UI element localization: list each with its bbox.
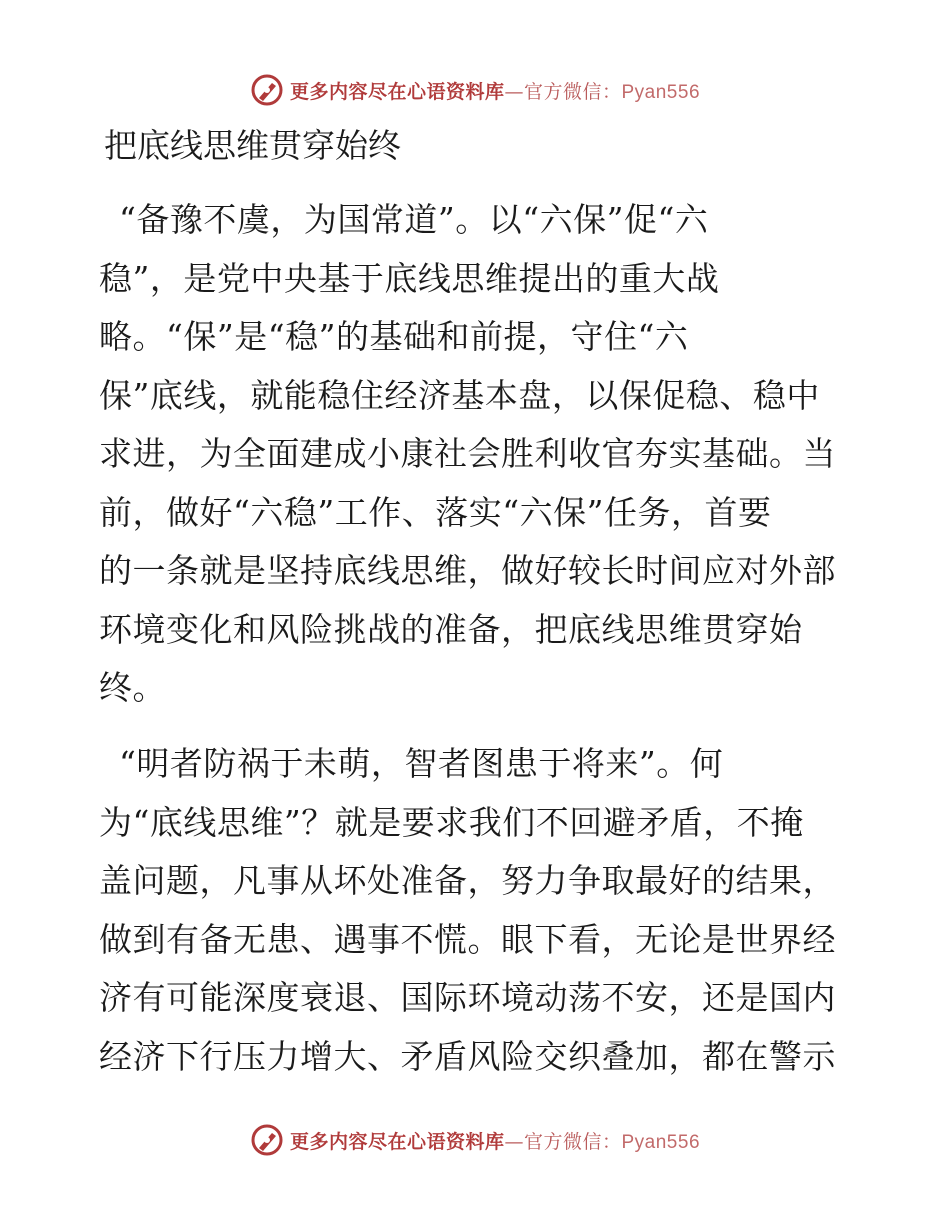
paragraph-line: “明者防祸于未萌，智者图患于将来”。何 <box>119 744 724 783</box>
pen-circle-logo-icon <box>250 1123 284 1157</box>
paragraph-line: 济有可能深度衰退、国际环境动荡不安，还是国内 <box>99 978 836 1017</box>
paragraph-2 <box>99 735 851 1086</box>
paragraph-line: 稳”，是党中央基于底线思维提出的重大战 <box>99 258 720 298</box>
watermark-label: 官方微信： <box>523 1130 622 1153</box>
watermark-text <box>290 77 700 104</box>
watermark-text <box>290 1127 700 1154</box>
paragraph-line: 做到有备无患、遇事不慌。眼下看，无论是世界经 <box>99 919 836 959</box>
paragraph-line: 求进，为全面建成小康社会胜利收官夯实基础。当 <box>99 434 836 473</box>
paragraph-line: 保”底线，就能稳住经济基本盘，以保促稳、稳中 <box>99 375 820 415</box>
paragraph-line: 前，做好“六稳”工作、落实“六保”任务，首要 <box>99 492 772 532</box>
paragraph-1 <box>99 191 851 718</box>
paragraph-line: 经济下行压力增大、矛盾风险交织叠加，都在警示 <box>99 1036 836 1076</box>
paragraph-line: 盖问题，凡事从坏处准备，努力争取最好的结果， <box>99 861 836 900</box>
pen-circle-logo-icon <box>250 73 284 107</box>
watermark-id: Pyan556 <box>621 1131 701 1153</box>
watermark-label: 官方微信： <box>523 80 622 103</box>
paragraph-line: 略。“保”是“稳”的基础和前提，守住“六 <box>99 317 689 356</box>
paragraph-line: “备豫不虞，为国常道”。以“六保”促“六 <box>119 200 709 239</box>
watermark-id: Pyan556 <box>621 81 701 103</box>
paragraph-line: 终。 <box>99 668 166 707</box>
watermark-separator: — <box>504 80 524 103</box>
watermark-banner-top <box>0 70 950 110</box>
watermark-brand: 更多内容尽在心语资料库 <box>289 80 505 103</box>
watermark-separator: — <box>504 1130 524 1153</box>
watermark-brand: 更多内容尽在心语资料库 <box>289 1130 505 1153</box>
paragraph-line: 环境变化和风险挑战的准备，把底线思维贯穿始 <box>99 609 803 649</box>
paragraph-line: 为“底线思维”？就是要求我们不回避矛盾，不掩 <box>99 802 804 842</box>
paragraph-line: 的一条就是坚持底线思维，做好较长时间应对外部 <box>99 551 836 590</box>
watermark-banner-bottom <box>0 1120 950 1160</box>
document-title: 把底线思维贯穿始终 <box>104 126 401 165</box>
